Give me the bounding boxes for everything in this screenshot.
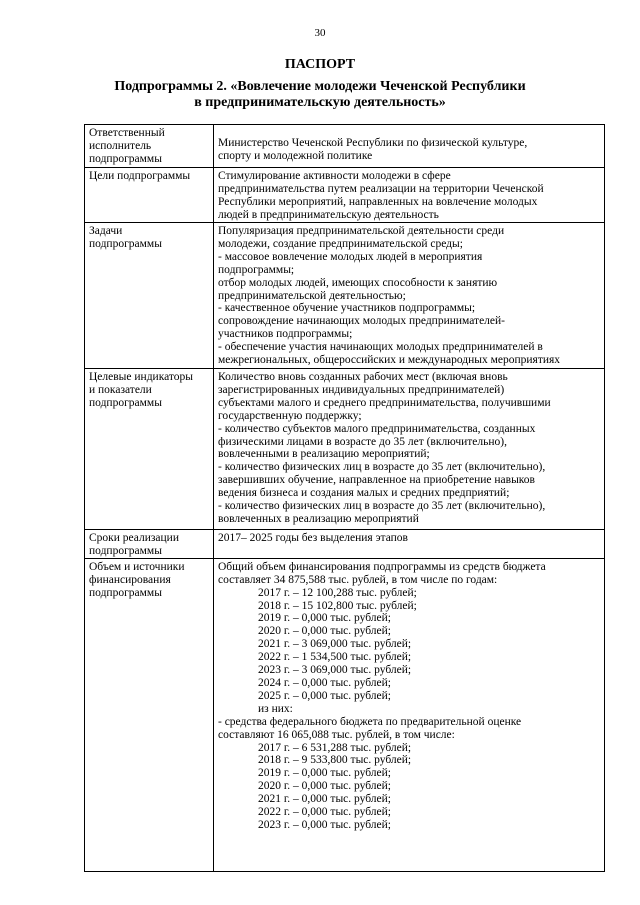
label-line: Сроки реализации — [89, 532, 179, 544]
value-line: межрегиональных, общероссийских и международных мероприятиях — [218, 354, 561, 367]
document-subtitle — [0, 79, 640, 111]
value-line: - обеспечение участия начинающих молодых предпринимателей в — [218, 341, 543, 354]
row-label — [85, 168, 214, 223]
value-line: предпринимательства путем реализации на территории Чеченской — [218, 182, 544, 195]
value-line: отбор молодых людей, имеющих способности к занятию — [218, 276, 498, 289]
row-label — [85, 369, 214, 530]
federal-year-line: 2021 г. – 0,000 тыс. рублей; — [258, 793, 391, 806]
value-line: Республики мероприятий, направленных на вовлечение молодых — [218, 195, 538, 208]
value-line: - количество субъектов малого предпринимательства, созданных — [218, 422, 536, 435]
row-value — [214, 558, 605, 871]
federal-year-line: 2022 г. – 0,000 тыс. рублей; — [258, 806, 391, 819]
subtitle-line: Подпрограммы 2. «Вовлечение молодежи Чеченской Республики — [114, 79, 526, 94]
value-line: Популяризация предпринимательской деятельности среди — [218, 225, 505, 237]
federal-year-line: 2023 г. – 0,000 тыс. рублей; — [258, 818, 391, 831]
funding-year-line: 2023 г. – 3 069,000 тыс. рублей; — [258, 664, 412, 677]
table-row-tasks — [85, 223, 605, 369]
table-row-goals — [85, 168, 605, 223]
value-line: завершивших обучение, направленное на приобретение навыков — [218, 474, 535, 487]
funding-year-line: 2022 г. – 1 534,500 тыс. рублей; — [258, 651, 412, 664]
label-line: Объем и источники — [89, 560, 185, 573]
label-line: подпрограммы — [89, 237, 162, 250]
row-label — [85, 223, 214, 369]
value-line: сопровождение начинающих молодых предпринимателей- — [218, 315, 506, 328]
funding-year-line: 2020 г. – 0,000 тыс. рублей; — [258, 625, 391, 638]
row-value — [214, 223, 605, 369]
value-line: подпрограммы; — [218, 263, 295, 276]
value-line: субъектами малого и среднего предпринимательства, получившими — [218, 396, 551, 409]
funding-intro-line: Общий объем финансирования подпрограммы из средств бюджета — [218, 560, 546, 573]
table-row-indicators — [85, 369, 605, 530]
label-line: подпрограммы — [89, 152, 162, 165]
funding-year-line: 2018 г. – 15 102,800 тыс. рублей; — [258, 599, 417, 612]
value-line: - количество физических лиц в возрасте до 35 лет (включительно), — [218, 461, 546, 474]
value-line: физическими лицами в возрасте до 35 лет (включительно), — [218, 435, 507, 448]
value-line: - качественное обучение участников подпрограммы; — [218, 302, 476, 315]
funding-intro-line: составляет 34 875,588 тыс. рублей, в том числе по годам: — [218, 573, 498, 586]
row-value — [214, 530, 605, 559]
label-line: подпрограммы — [89, 396, 162, 409]
value-line: Стимулирование активности молодежи в сфере — [218, 170, 451, 182]
table-row-responsible — [85, 125, 605, 168]
value-line: людей в предпринимательскую деятельность — [218, 208, 439, 221]
value-line: участников подпрограммы; — [218, 328, 353, 341]
label-line: финансирования — [89, 573, 171, 586]
row-value — [214, 168, 605, 223]
funding-year-line: 2024 г. – 0,000 тыс. рублей; — [258, 676, 391, 689]
federal-year-line: 2017 г. – 6 531,288 тыс. рублей; — [258, 741, 412, 754]
label-line: подпрограммы — [89, 544, 162, 557]
label-line: и показатели — [89, 383, 152, 396]
value-line: зарегистрированных индивидуальных предпринимателей) — [218, 383, 505, 396]
value-line: 2017– 2025 годы без выделения этапов — [218, 532, 408, 544]
passport-table — [84, 124, 605, 872]
federal-year-line: 2018 г. – 9 533,800 тыс. рублей; — [258, 754, 412, 767]
subtitle-line: в предпринимательскую деятельность» — [194, 95, 446, 110]
row-label — [85, 530, 214, 559]
funding-year-line: 2017 г. – 12 100,288 тыс. рублей; — [258, 586, 417, 599]
label-line: Задачи — [89, 225, 123, 237]
value-line: Министерство Чеченской Республики по физической культуре, — [218, 137, 528, 149]
row-value — [214, 125, 605, 168]
funding-year-line: из них: — [258, 702, 293, 715]
value-line: - массовое вовлечение молодых людей в мероприятия — [218, 250, 483, 263]
federal-year-line: 2020 г. – 0,000 тыс. рублей; — [258, 780, 391, 793]
row-label — [85, 558, 214, 871]
document-title: ПАСПОРТ — [284, 57, 356, 72]
value-line: ведения бизнеса и создания малых и средних предприятий; — [218, 487, 510, 500]
federal-year-line: 2019 г. – 0,000 тыс. рублей; — [258, 767, 391, 780]
value-line: спорту и молодежной политике — [218, 149, 373, 162]
value-line: Количество вновь созданных рабочих мест (включая вновь — [218, 371, 508, 383]
value-line: вовлеченных в реализацию мероприятий — [218, 512, 419, 525]
label-line: Ответственный — [89, 127, 165, 139]
label-line: исполнитель — [89, 139, 152, 152]
value-line: государственную поддержку; — [218, 409, 362, 422]
table-row-timeline — [85, 530, 605, 559]
value-line: молодежи, создание предпринимательской среды; — [218, 237, 463, 250]
value-line: вовлеченными в реализацию мероприятий; — [218, 448, 430, 461]
row-label — [85, 125, 214, 168]
federal-intro-line: составляют 16 065,088 тыс. рублей, в том числе: — [218, 728, 455, 741]
label-line: подпрограммы — [89, 586, 162, 599]
label-line: Целевые индикаторы — [89, 371, 194, 383]
value-line: - количество физических лиц в возрасте до 35 лет (включительно), — [218, 500, 546, 513]
funding-year-line: 2025 г. – 0,000 тыс. рублей; — [258, 689, 391, 702]
table-row-funding — [85, 558, 605, 871]
funding-year-line: 2019 г. – 0,000 тыс. рублей; — [258, 612, 391, 625]
page-number: 30 — [314, 27, 326, 39]
funding-year-line: 2021 г. – 3 069,000 тыс. рублей; — [258, 638, 412, 651]
value-line: предпринимательской деятельностью; — [218, 289, 406, 302]
row-value — [214, 369, 605, 530]
federal-intro-line: - средства федерального бюджета по предварительной оценке — [218, 715, 522, 728]
label-line: Цели подпрограммы — [89, 170, 191, 182]
